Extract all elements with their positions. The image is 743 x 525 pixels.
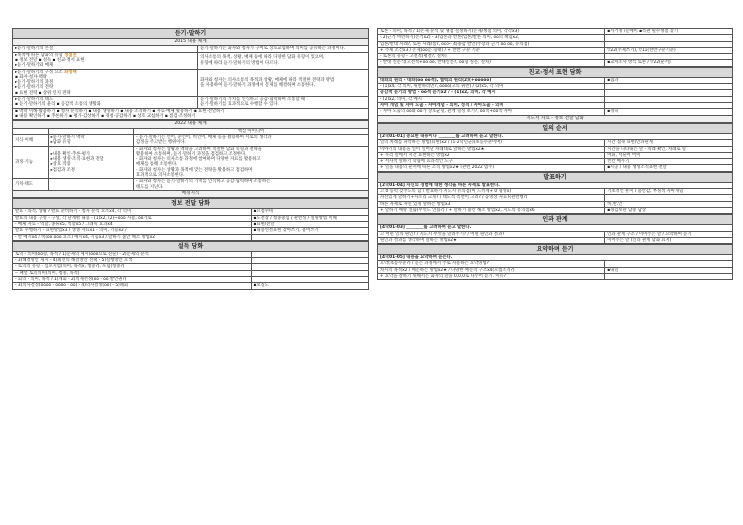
presentation-row-0-note: 기초적인 흥미 / 불안감, 부정적 자아개념: [605, 189, 733, 195]
process-skill-label: 과정·기능: [13, 146, 49, 179]
discourse-type-label: ▸목적에 따른 담화의 유형: [15, 52, 65, 58]
debate-row-3-topic: + 주제 조건x3 / 논제(oo문 형태) / + 찬반 구분 기준: [378, 47, 605, 53]
speaking-title: 듣기·말하기: [13, 29, 369, 39]
components-cell: [13, 69, 198, 96]
debate-row-5-topic: - 반대 신문식(고전적+oo oo, 반대신문?, oo형 질문, 절차): [378, 60, 605, 66]
debate-row-2-topic: 입론/반대 사례?, 토론 사례/점?, oo>- 4)종합 발언(주장과 근거 oo oo, 유의점): [378, 41, 605, 47]
system-2015-heading: 2015 내용 체계: [13, 39, 369, 46]
relations-row-1-note: 이어주는 말 (인과 관계 담화 표지): [605, 237, 733, 243]
right-column: [377, 28, 733, 280]
persuasion-row-4-topic: - 회의 - 의미, 목적 / 1)개회 - 2)의제선정(oo - oo 발언권?): [13, 277, 252, 283]
process-skill-items: [48, 146, 133, 179]
attitude-desc: [198, 97, 369, 109]
debate-row-0-note: ▪사거정 /문예이 ▪특판 필수쟁점 찾기: [605, 29, 733, 35]
info-row-3-note: ▪내용연결표현 찾아쓰기, 용어쓰기: [251, 228, 368, 234]
skills-line-2: ▪ 내용 확인하기 ▪ 추론하기 ▪ 평가·감상하기 ▪ 경청·공감하기 ▪ 상호 교섭하기 ▪ 점검·조정하기: [15, 113, 196, 119]
knowledge-desc: [134, 134, 369, 146]
discourse-type-mnemonic: 정설친: [64, 52, 77, 58]
components-label: ▸듣기·말하기의 구성 요소: [15, 69, 65, 75]
order-row-4-topic: + 일을 내용의 순서에 따른 조직 방법x2★ (관련 2022 범주): [378, 165, 605, 171]
strategy-label: ▸듣기·말하기의 전략: [15, 85, 54, 91]
essence-desc: 듣기·말하기는 화자와 청자가 구어로 상호교섭하며 의미를 공유하는 과정이다.: [198, 46, 369, 52]
summary-row-2-note: [605, 274, 733, 280]
info-row-3-topic: 발표 수행하기 - 표현방법x3 / 생생 자료x1 - 의미, 기능x2 /: [13, 228, 252, 234]
persuasion-title: 설득 담화: [13, 241, 369, 251]
presentation-title: 발표하기: [378, 172, 733, 182]
emotion-row-4-topic: 자아 개념 및 자아 노출 - 자아개념 - 의미, 성격 / 자아노출 - 의미: [378, 102, 605, 108]
process-skill-item: ▸상호 작용: [50, 162, 71, 168]
system-2022-heading: 2022 내용 체계: [13, 121, 369, 128]
order-row-3-note: 빈칸 메우기: [605, 159, 733, 165]
persuasion-row-5-topic: - 3)의사결정(oooo - oooo - oo) - 4)의사결정(oo) - 5)폐회: [13, 283, 252, 289]
discourse-type-desc: [198, 52, 369, 69]
debate-row-4-topic: - 토론의 유형 - 고전적(평결?, 절차): [378, 54, 605, 60]
order-row-0-note: 시간 접속 표현/안과관계: [605, 140, 733, 146]
presentation-row-2-note: 비,반,언: [605, 201, 733, 207]
summary-row-1-note: ▪내닐: [605, 267, 733, 273]
value-attitude-desc: [134, 179, 369, 191]
process-desc-line: 활용하여 소통하며, 듣기·말하기 과정을 점검하고 조정한다.: [136, 151, 247, 157]
relations-row-1-topic: 원인과 결과를 생각하며 말하는 방법x2★: [378, 237, 605, 243]
info-table: [12, 198, 369, 240]
order-standard: [2국01-01] 중요한 내용이나 ________를 고려하며 듣고 말한다.: [378, 133, 733, 139]
guide-material-heading: 지도서 자료 - 정보 전달 담화: [378, 115, 733, 122]
order-row-1-topic: 이야기의 내용을 일이 일어난 차례대로 말하는 방법x2★: [378, 146, 605, 152]
presentation-row-3-note: ▪경김보관 담중 담상: [605, 207, 733, 213]
components-list: ▪ 화자·청자·맥락: [15, 74, 47, 80]
process-desc-line: 매체를 통해 소통한다.: [136, 162, 178, 168]
strategy-list: ▪ 표현 전략 ▪ 상위 인지 전략: [15, 90, 71, 96]
media-label: ▸듣기·말하기와 매체: [15, 63, 54, 69]
presentation-row-2-topic: 바른 자세로 자신 있게 말하는 방법x3: [378, 201, 605, 207]
knowledge-desc-line: 감정을 주고받는 행위이다.: [136, 140, 186, 146]
attitude-desc-line-2: 듣기·말하기를 효과적으로 수행할 수 있다.: [200, 102, 279, 108]
persuasion-row-1-topic: - 3)해결방안 제시 - 4)최선의 해결방안 선택 - 5)실행방안 모색: [13, 258, 252, 264]
info-row-1-topic: 발표의 내용 구성 - 구성, 각 단계별 내용 - (1)x2, (2)~ooo 사용, oo가로: [13, 215, 252, 221]
presentation-row-0-topic: 고 0 능력 갖추도록 함 / 발표하기 지도시 유의점(이 느끼게+ 0 형성x): [378, 189, 605, 195]
knowledge-items: [48, 134, 133, 146]
core-idea-heading: 핵심 아이디어: [134, 128, 369, 134]
knowledge-desc-line: - 듣기·말하기는 언어, 준언어, 비언어, 매체 등을 활용하여 서로의 생각과: [136, 134, 272, 140]
presentation-standard: [2국01-04] 자신의 경험에 대한 생각을 바른 자세로 발표한다.: [378, 182, 733, 188]
relations-standard: [4국01-03] ________를 고려하며 듣고 말한다.: [378, 225, 733, 231]
speaking-table: [12, 28, 369, 120]
components-desc-line-1: 화자와 청자는 의사소통의 목적과 상황, 매체에 따라 적절한 전략과 방법: [200, 77, 335, 83]
left-column: [12, 28, 369, 290]
emotion-table: [377, 67, 733, 123]
order-row-2-topic: + 우리 말에서 시간 표현하는 방법x2: [378, 152, 605, 158]
info-title: 정보 전달 담화: [13, 199, 369, 209]
relations-title: 인과 관계: [378, 215, 733, 225]
debate-row-3-note: ▽22(주제쓰기), ▽11(찬반구분기준): [605, 47, 733, 53]
persuasion-table: [12, 241, 369, 290]
info-row-4-note: [251, 234, 368, 240]
discourse-desc-line-2: 유형에 따라 듣기·말하기의 방법이 다르다.: [200, 60, 279, 66]
components-desc: [198, 69, 369, 96]
persuasion-row-5-note: ▪보질도: [251, 283, 368, 289]
info-row-4-topic: - 반 예시x4 / 비(oo ooo 요소) 예시x4, 기능x3 / 말하기 불안 해소 방법x2: [13, 234, 252, 240]
components-desc-line-2: 을 사용하여 듣기·말하기 과정에서 문제를 해결하며 소통한다.: [200, 82, 315, 88]
components-mnemonic: 화청맥: [64, 69, 77, 75]
summary-row-2-topic: + 요약을 잘하기 위해서는 화자의 말을 0,0,0로 나누어 듣기. 이유?: [378, 274, 605, 280]
debate-row-0-topic: 토론 - 의미, 목적 / 1)논제 분석 및 쟁점 설정하기(논제/쟁점 의미, 각각x3): [378, 29, 605, 35]
order-table: [377, 123, 733, 172]
debate-table: [377, 28, 733, 67]
discourse-type-list: ▪ 정보 전달 ▪ 설득 ▪ 친교·정서 표현: [15, 58, 85, 63]
presentation-row-1-topic: 자신있게 말하기+자소리 크게? / 태도적 측면이 고려? / 동영상 자료?(관련행?): [378, 195, 605, 201]
process-desc-line: - 화자와 청자는 상황과 목적에 맞는 전략을 활용하고 점검하며: [136, 167, 253, 173]
process-skill-item: ▸점검과 조정: [50, 167, 75, 173]
summary-row-1-topic: 차시의 목적x2 / 예문하는 방법x2★ / 다양한 예문의 구조x4(모범조직?): [378, 267, 605, 273]
emotion-row-5-topic: - 자아 노출의 oo와 oo가 상호균형, 관계 형성 초기?, oo적+oo적 자아: [378, 109, 605, 115]
order-row-2-note: 어휘, 서술어 어미: [605, 152, 733, 158]
knowledge-label: 지식·이해: [13, 134, 49, 146]
knowledge-item: ▸듣기·말하기 맥락: [50, 134, 85, 140]
emotion-row-0-note: ▪협과: [605, 77, 733, 83]
info-row-1-note: ▪도전장 / 청중중심 / 관련성 / 설명방법 이해: [251, 215, 368, 221]
summary-title: 요약하며 듣기: [378, 245, 733, 255]
summary-standard: [4국01-05] 내용을 요약하며 듣는다.: [378, 255, 733, 261]
emotion-row-2-topic: 공감적 듣기의 방법 - oo적 듣기x2 / - (1)x2, 의미, 각 예시: [378, 90, 605, 96]
persuasion-row-0-topic: 토의 - 의미(oo형, 목적 / 1)문제의 제시(ooo으로 진술) - 2)문제의 분석: [13, 251, 252, 257]
attitude-list: ▪ 듣기·말하기의 윤리 ▪ 공감적 소통의 생활화: [15, 102, 101, 108]
attitude-desc-line-1: 듣기·말하기의 가치를 인식하고 공감·협력하며 소통할 때: [200, 97, 306, 103]
relations-row-0-note: 인과 관계 구조 / 이어주는 말 / 요약하여 듣기: [605, 231, 733, 237]
summary-table: [377, 244, 733, 280]
process-skill-item: ▸내용 확인·추론·평가: [50, 151, 91, 157]
order-row-3-topic: + 서사적 말하기 학습에 효과적인 도구: [378, 159, 605, 165]
process-desc-line: - 화자와 청자는 상황과 맥락을 고려하여 적절한 담화 유형과 전략을: [136, 146, 262, 152]
system-2022-table: [12, 120, 369, 198]
emotion-title: 친교·정서 표현 담화: [378, 67, 733, 77]
presentation-table: [377, 172, 733, 214]
process-desc-line: 효과적으로 의사소통한다.: [136, 173, 185, 179]
process-skill-item: ▸내용 생성·조직·표현과 전달: [50, 157, 104, 163]
emotion-row-5-note: ▪경숙: [605, 109, 733, 115]
order-row-1-note: 시간을 나타내는 말 - 차례 확인, 차례로 말: [605, 146, 733, 152]
emotion-row-1-topic: - (1)x4, 각 의미, 위반하려면?, oooo(고의 위반) / (2)x5, 각 의미: [378, 84, 605, 90]
value-attitude-label: 가치·태도: [13, 179, 49, 191]
summary-row-0-topic: 요약(초등수준?) / 듣는 과정에서 주로 사용하는 요약방법?: [378, 261, 605, 267]
emotion-row-3-topic: - (2)x2, 의미, 각 예시: [378, 96, 605, 102]
process-desc-line: - 화자와 청자는 의사소통 과정에 참여하며 다양한 자료를 활용하고: [136, 157, 261, 163]
persuasion-row-2-topic: - 토의의 유형 - 심포지엄(의미, 목적x, 청중?), 포럼(청중?): [13, 264, 252, 270]
skills-row: [13, 108, 369, 120]
info-row-2-topic: - 매체 자료 - 역할, 종류x5, 역할x5 / 그래픽 효과x4: [13, 221, 252, 227]
info-row-0-note: ▪요점수테: [251, 209, 368, 215]
relations-table: [377, 214, 733, 244]
discourse-desc-line-1: 의사소통의 목적, 상황, 매체 등에 따라 다양한 담화 유형이 있으며,: [200, 55, 325, 61]
attitude-cell: [13, 97, 198, 109]
order-row-0-topic: 일의 차례를 파악하는 방법(표현)x2 / (1-2학년군)(초등수준이며): [378, 140, 605, 146]
presentation-row-3-topic: + 말하기 예방 연습(무엇도 연습?) / + 말하기 불안 해소 방법x2, 지도의 유의점x6: [378, 207, 605, 213]
debate-row-1-topic: - 2)근거 마련하기(논거x2) - 3)입론과 반론(입론/반론 의미, oo의 책임x2,: [378, 35, 605, 41]
essence-label: ▸듣기·말하기의 본질: [13, 46, 198, 52]
order-title: 일의 순서: [378, 123, 733, 133]
order-row-4-note: ▪시공 / 내용 생성조직표현 전달: [605, 165, 733, 171]
attitude-label: ▸듣기·말하기의 태도: [15, 97, 54, 103]
value-desc-line: 태도를 지닌다.: [136, 184, 164, 190]
process-skill-desc: [134, 146, 369, 179]
debate-row-5-note: ▪교차조사 방식 토론 / ▽22(순서): [605, 60, 733, 66]
relations-row-0-topic: 고 어떤 일의 원인? / 지도시 무엇을 말려주기? / 어떤 원인과 결과?: [378, 231, 605, 237]
value-desc-line: - 화자와 청자는 듣기·말하기의 가치를 인식하고 공감·협력하며 소통하는: [136, 179, 271, 185]
info-row-0-topic: 발표 - 목적, 상황 / 발표 준비하기 - 청자 분석 요소x4, 각 의미: [13, 209, 252, 215]
knowledge-item: ▸담화 유형: [50, 140, 71, 146]
info-row-2-note: ▪표현/전달: [251, 221, 368, 227]
background-heading: 배경지식: [13, 190, 369, 197]
discourse-type-cell: [13, 52, 198, 69]
process-label: ▸듣기·말하기의 과정: [15, 80, 54, 86]
skills-line-1: ▪ 맥락 이해·활용하기 ▪ 청자 분석하기 ▪ 내용 생성하기 ▪ 내용 조직하기 ▪ 자료·매체 활용하기 ▪ 표현·전달하기: [15, 108, 225, 114]
persuasion-row-3-topic: -- 패널 토의의미(의미, 청중, 목적): [13, 270, 252, 276]
emotion-row-0-topic: 대화의 원리 - 대화(oo oo적), 협력의 원리(2)(+ooooo): [378, 77, 605, 83]
